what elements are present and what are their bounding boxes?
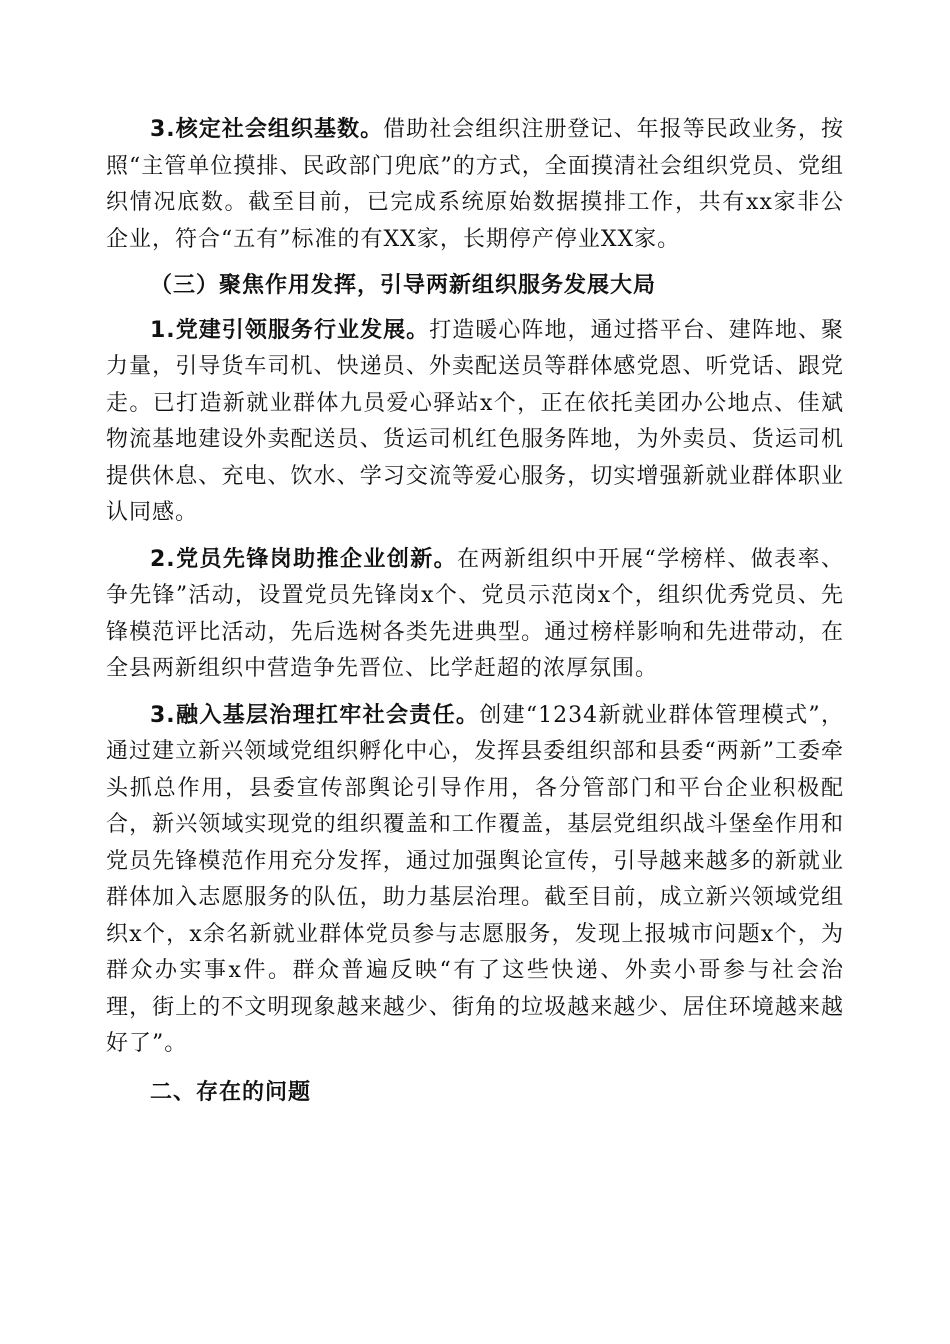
paragraph-party-leads-industry <box>106 313 844 532</box>
paragraph-body: 创建“1234新就业群体管理模式”，通过建立新兴领域党组织孵化中心，发挥县委组织部和县委“两新”工委牵头抓总作用，县委宣传部舆论引导作用，各分管部门和平台企业积极配合，新兴领域实现党的组织覆盖和工作覆盖，基层党组织战斗堡垒作用和党员先锋模范作用充分发挥，通过加强舆论宣传，引导越来越多的新就业群体加入志愿服务的队伍，助力基层治理。截至目前，成立新兴领域党组织x个，x余名新就业群体党员参与志愿服务，发现上报城市问题x个，为群众办实事x件。群众普遍反映“有了这些快递、外卖小哥参与社会治理，街上的不文明现象越来越少、街角的垃圾越来越少、居住环境越来越好了”。 <box>106 702 845 1056</box>
paragraph-body: 打造暖心阵地，通过搭平台、建阵地、聚力量，引导货车司机、快递员、外卖配送员等群体感党恩、听党话、跟党走。已打造新就业群体九员爱心驿站x个，正在依托美团办公地点、佳斌物流基地建设外卖配送员、货运司机红色服务阵地，为外卖员、货运司机提供休息、充电、饮水、学习交流等爱心服务，切实增强新就业群体职业认同感。 <box>106 317 844 525</box>
paragraph-grassroots-governance <box>106 698 844 1063</box>
paragraph-body: 借助社会组织注册登记、年报等民政业务，按照“主管单位摸排、民政部门兜底”的方式，全面摸清社会组织党员、党组织情况底数。截至目前，已完成系统原始数据摸排工作，共有xx家非公企业，符合“五有”标准的有XX家，长期停产停业XX家。 <box>106 117 844 252</box>
section-heading-3 <box>106 268 844 305</box>
paragraph-body: 在两新组织中开展“学榜样、做表率、争先锋”活动，设置党员先锋岗x个、党员示范岗x个，组织优秀党员、先锋模范评比活动，先后选树各类先进典型。通过榜样影响和先进带动，在全县两新组织中营造争先晋位、比学赶超的浓厚氛围。 <box>106 546 845 681</box>
paragraph-lead: 1.党建引领服务行业发展。 <box>150 317 430 343</box>
section-heading-text: （三）聚焦作用发挥，引导两新组织服务发展大局 <box>150 273 657 298</box>
paragraph-pioneer-posts <box>106 542 844 688</box>
paragraph-lead: 2.党员先锋岗助推企业创新。 <box>150 546 458 572</box>
section-heading-text: 二、存在的问题 <box>150 1079 312 1105</box>
section-heading-problems <box>106 1075 844 1112</box>
paragraph-lead: 3.核定社会组织基数。 <box>150 117 384 142</box>
document-page <box>106 112 844 1111</box>
paragraph-lead: 3.融入基层治理扛牢社会责任。 <box>150 702 480 728</box>
paragraph-verify-social-org-count <box>106 112 844 258</box>
